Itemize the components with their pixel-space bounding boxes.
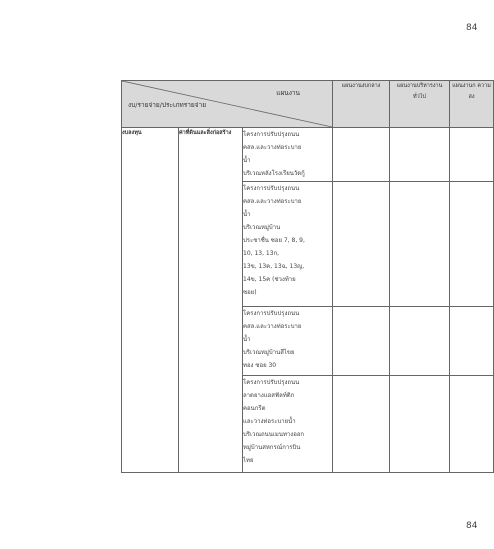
header-col-general-admin: แผนงานบริหารงาน ทั่วไป xyxy=(390,81,450,128)
project-line: ซอย) xyxy=(243,289,257,296)
project-line: บริเวณหลังโรงเรียนวัดกู้ xyxy=(243,170,305,177)
project-cell xyxy=(243,182,333,307)
value-cell xyxy=(333,128,390,182)
value-cell xyxy=(390,128,450,182)
value-cell xyxy=(390,182,450,307)
value-cell xyxy=(450,376,494,473)
page-number-top: 84 xyxy=(466,23,478,33)
header-plan-label: แผนงาน xyxy=(276,89,301,97)
project-cell xyxy=(243,376,333,473)
project-cell xyxy=(243,307,333,376)
table-row xyxy=(122,128,494,182)
header-category-label: งบ/รายจ่าย/ประเภทรายจ่าย xyxy=(128,101,207,109)
header-col-central-budget: แผนงานงบกลาง xyxy=(333,81,390,128)
project-line: โครงการปรับปรุงถนน xyxy=(243,131,300,138)
project-line: คอนกรีต xyxy=(243,405,266,412)
value-cell xyxy=(450,182,494,307)
value-cell xyxy=(333,307,390,376)
category-level1: งบลงทุน xyxy=(122,128,179,473)
header-col-peace: แผนงานก ความสง xyxy=(450,81,494,128)
project-line: น้ำ xyxy=(243,336,251,343)
project-line: คสล.และวางท่อระบาย xyxy=(243,144,302,151)
project-line: ลาดยางแอสฟัลท์ติก xyxy=(243,392,295,399)
project-line: บริเวณถนนเมนทางออก xyxy=(243,431,305,438)
project-line: น้ำ xyxy=(243,211,251,218)
project-line: ไทย xyxy=(243,457,254,464)
project-line: ทอง ซอย 30 xyxy=(243,362,277,369)
category-level2: ค่าที่ดินและสิ่งก่อสร้าง xyxy=(179,128,243,473)
project-line: 13ข, 13ค, 13ฉ, 13ญ, xyxy=(243,263,305,270)
value-cell xyxy=(333,376,390,473)
project-line: คสล.และวางท่อระบาย xyxy=(243,198,302,205)
header-category-plan xyxy=(122,81,333,128)
project-line: โครงการปรับปรุงถนน xyxy=(243,310,300,317)
project-line: 14ข, 15ค (ช่วงท้าย xyxy=(243,276,296,283)
project-line: หมู่บ้านสหกรณ์การบิน xyxy=(243,444,301,451)
project-line: 10, 13, 13ก, xyxy=(243,250,280,257)
project-line: โครงการปรับปรุงถนน xyxy=(243,379,300,386)
project-line: และวางท่อระบายน้ำ xyxy=(243,418,296,425)
project-line: บริเวณหมู่บ้าน xyxy=(243,224,281,231)
value-cell xyxy=(450,307,494,376)
value-cell xyxy=(390,376,450,473)
project-line: ประชาชื่น ซอย 7, 8, 9, xyxy=(243,237,305,244)
project-line: โครงการปรับปรุงถนน xyxy=(243,185,300,192)
value-cell xyxy=(333,182,390,307)
page-number-bottom: 84 xyxy=(466,521,478,531)
value-cell xyxy=(390,307,450,376)
value-cell xyxy=(450,128,494,182)
budget-table xyxy=(121,80,494,473)
project-cell xyxy=(243,128,333,182)
project-line: น้ำ xyxy=(243,157,251,164)
project-line: บริเวณหมู่บ้านสีไขย xyxy=(243,349,295,356)
project-line: คสล.และวางท่อระบาย xyxy=(243,323,302,330)
